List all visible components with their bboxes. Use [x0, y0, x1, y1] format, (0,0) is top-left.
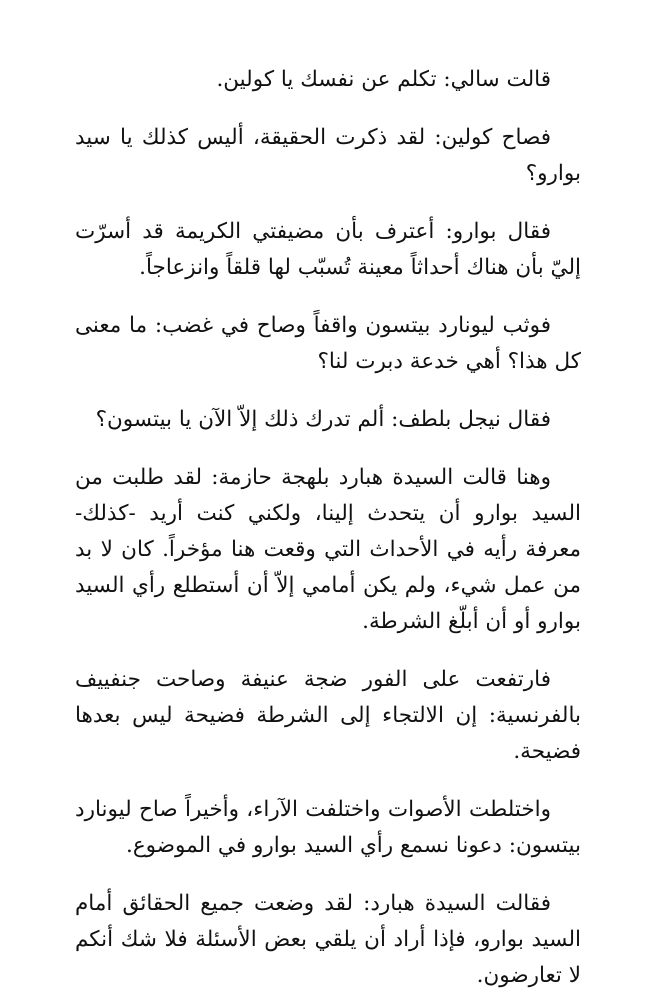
paragraph-6 — [75, 460, 581, 640]
paragraph-4 — [75, 308, 581, 380]
paragraph-3 — [75, 214, 581, 286]
paragraph-2 — [75, 120, 581, 192]
paragraph-3-text: فقال بوارو: أعترف بأن مضيفتي الكريمة قد أسرّت إليّ بأن هناك أحداثاً معينة تُسبّب لها قلقاً وانزعاجاً. — [75, 219, 581, 280]
paragraph-9-text: فقالت السيدة هبارد: لقد وضعت جميع الحقائق أمام السيد بوارو، فإذا أراد أن يلقي بعض الأسئلة فلا شك أنكم لا تعارضون. — [75, 891, 581, 988]
paragraph-5 — [75, 402, 581, 438]
paragraph-9 — [75, 886, 581, 994]
paragraph-5-text: فقال نيجل بلطف: ألم تدرك ذلك إلاّ الآن يا بيتسون؟ — [95, 407, 551, 432]
paragraph-1 — [75, 62, 581, 98]
paragraph-8-text: واختلطت الأصوات واختلفت الآراء، وأخيراً صاح ليونارد بيتسون: دعونا نسمع رأي السيد بوارو في الموضوع. — [75, 797, 581, 858]
paragraph-8 — [75, 792, 581, 864]
paragraph-7-text: فارتفعت على الفور ضجة عنيفة وصاحت جنفييف بالفرنسية: إن الالتجاء إلى الشرطة فضيحة ليس بعدها فضيحة. — [75, 667, 581, 764]
paragraph-2-text: فصاح كولين: لقد ذكرت الحقيقة، أليس كذلك يا سيد بوارو؟ — [75, 125, 581, 186]
paragraph-7 — [75, 662, 581, 770]
paragraph-6-text: وهنا قالت السيدة هبارد بلهجة حازمة: لقد طلبت من السيد بوارو أن يتحدث إلينا، ولكني كنت أريد -كذلك- معرفة رأيه في الأحداث التي وقعت هنا مؤخراً. كان لا بد من عمل شيء، ولم يكن أمامي إلاّ أن أستطلع رأي السيد بوارو أو أن أبلّغ الشرطة. — [75, 465, 581, 634]
paragraph-1-text: قالت سالي: تكلم عن نفسك يا كولين. — [216, 67, 551, 92]
paragraph-4-text: فوثب ليونارد بيتسون واقفاً وصاح في غضب: ما معنى كل هذا؟ أهي خدعة دبرت لنا؟ — [75, 313, 581, 374]
